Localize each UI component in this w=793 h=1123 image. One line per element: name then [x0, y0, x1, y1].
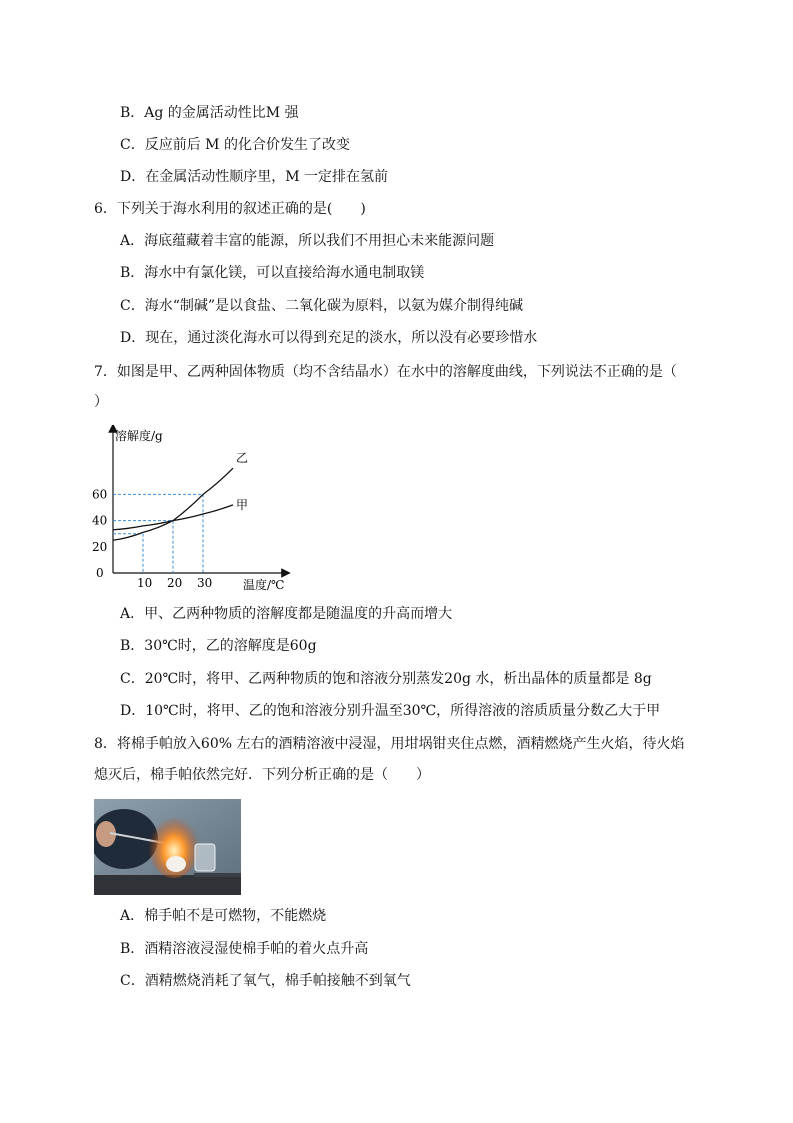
solubility-chart: [88, 425, 298, 595]
x-tick-20: 20: [167, 576, 183, 590]
series-label-0: 甲: [236, 497, 249, 512]
y-tick-40: 40: [92, 513, 108, 528]
q6-option-b: B．海水中有氯化镁，可以直接给海水通电制取镁: [120, 265, 425, 281]
q6-option-d: D．现在，通过淡化海水可以得到充足的淡水，所以没有必要珍惜水: [120, 330, 538, 346]
q5-option-d: D．在金属活动性顺序里，M 一定排在氢前: [120, 169, 389, 185]
q8-option-a: A．棉手帕不是可燃物，不能燃烧: [120, 908, 327, 924]
q6-option-c: C．海水“制碱”是以食盐、二氧化碳为原料，以氨为媒介制得纯碱: [120, 298, 524, 314]
solubility-chart-svg: [88, 425, 298, 595]
q8-option-b: B．酒精溶液浸湿使棉手帕的着火点升高: [120, 941, 369, 957]
q7-option-b: B．30℃时，乙的溶解度是60g: [120, 638, 317, 654]
q8-stem-line2: 熄灭后，棉手帕依然完好．下列分析正确的是（ ）: [94, 767, 430, 783]
y-tick-20: 20: [92, 539, 108, 554]
x-axis-label: 温度/℃: [243, 578, 285, 592]
q7-option-d: D．10℃时，将甲、乙的饱和溶液分别升温至30℃，所得溶液的溶质质量分数乙大于甲: [120, 703, 661, 719]
q6-option-a: A．海底蕴藏着丰富的能源，所以我们不用担心未来能源问题: [120, 233, 495, 249]
burning-handkerchief-photo: [94, 799, 241, 895]
q8-option-c: C．酒精燃烧消耗了氧气，棉手帕接触不到氧气: [120, 973, 411, 989]
q5-option-c: C．反应前后 M 的化合价发生了改变: [120, 137, 350, 153]
q7-stem-line1: 7．如图是甲、乙两种固体物质（均不含结晶水）在水中的溶解度曲线，下列说法不正确的是（: [94, 364, 677, 380]
series-label-1: 乙: [236, 451, 249, 466]
y-tick-0: 0: [96, 566, 104, 580]
y-axis-label: 溶解度/g: [115, 429, 163, 443]
y-tick-60: 60: [92, 487, 108, 502]
series-line-1: [113, 468, 233, 540]
q6-stem: 6．下列关于海水利用的叙述正确的是( ): [94, 201, 366, 217]
q5-option-b: B．Ag 的金属活动性比M 强: [120, 105, 299, 121]
x-tick-30: 30: [197, 576, 213, 590]
q7-stem-line2: ）: [94, 394, 108, 410]
q8-stem-line1: 8．将棉手帕放入60% 左右的酒精溶液中浸湿，用坩埚钳夹住点燃，酒精燃烧产生火焰，待火焰: [94, 736, 685, 752]
x-tick-10: 10: [137, 576, 153, 590]
q7-option-a: A．甲、乙两种物质的溶解度都是随温度的升高而增大: [120, 606, 453, 622]
q7-option-c: C．20℃时，将甲、乙两种物质的饱和溶液分别蒸发20g 水，析出晶体的质量都是 8g: [120, 671, 652, 687]
photo-illustration: [94, 799, 241, 895]
